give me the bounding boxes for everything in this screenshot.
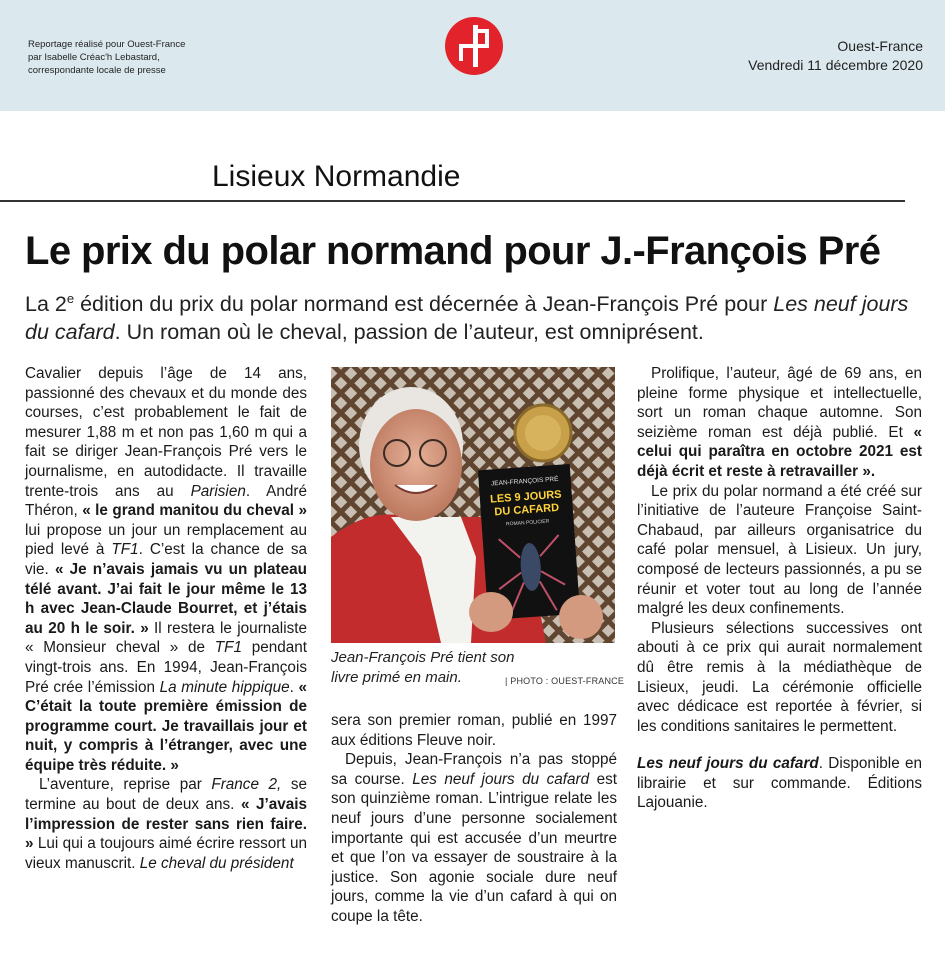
credit-line: par Isabelle Créac'h Lebastard, — [28, 52, 160, 63]
issue-date: Vendredi 11 décembre 2020 — [748, 57, 923, 73]
paragraph: Plusieurs sélections successives ont abouti à ce prix qui aurait normalement dû être remis à la médiathèque de Lisieux, jeudi. La cérémonie officielle avec dédicace est reportée à février, si les conditions sanitaires le permettent. — [637, 619, 922, 735]
newspaper-info — [748, 37, 923, 75]
column-1 — [25, 364, 307, 873]
paragraph: Depuis, Jean-François n’a pas stoppé sa course. Les neuf jours du cafard est son quinzième roman. L’intrigue relate les neuf jours d’une personne socialement importante qui est accusée d’un meurtre et que l’on va essayer de soustraire à la justice. Son agonie sociale dure neuf jours, comme la vie d’un cafard à qui on coupe la tête. — [331, 751, 617, 925]
ouest-france-logo-icon — [445, 17, 503, 75]
section-title: Lisieux Normandie — [212, 160, 461, 193]
paragraph: Prolifique, l’auteur, âgé de 69 ans, en pleine forme physique et intellectuelle, sort un roman chaque automne. Son seizième roman est déjà publié. Et « celui qui paraîtra en octobre 2021 est déjà écrit et reste à retravailler ». — [637, 365, 922, 480]
credit-line: correspondante locale de presse — [28, 65, 166, 76]
book-title: LES 9 JOURS — [489, 488, 562, 506]
book-info: Les neuf jours du cafard. Disponible en librairie et sur commande. Éditions Lajouanie. — [637, 755, 922, 812]
photo-caption: Jean-François Pré tient son livre primé en main. — [331, 649, 515, 686]
section-divider — [0, 200, 905, 202]
column-2 — [331, 711, 617, 927]
paragraph: Le prix du polar normand a été créé sur l’initiative de l’auteure Françoise Saint-Chabaud, par ailleurs organisatrice du café polar mensuel, à Lisieux. Un jury, composé de lecteurs passionnés, a pu se réunir et voter tout au long de l’année malgré les deux confinements. — [637, 482, 922, 618]
author-photo — [331, 367, 615, 643]
report-credit — [28, 38, 185, 77]
paragraph: Cavalier depuis l’âge de 14 ans, passionné des chevaux et du monde des courses, c’est probablement le fait de mesurer 1,88 m et non pas 1,60 m qui a fait se diriger Jean-François Pré vers le journalisme, en autodidacte. Il travaille trente-trois ans au Parisien. André Théron, « le grand manitou du cheval » lui propose un jour un remplacement au pied levé à TF1. C’est la chance de sa vie. « Je n’avais jamais vu un plateau télé avant. J’ai fait le jour même le 13 h avec Jean-Claude Bourret, et j’étais au 20 h le soir. » Il restera le journaliste « Monsieur cheval » de TF1 pendant vingt-trois ans. En 1994, Jean-François Pré crée l’émission La minute hippique. « C’était la toute première émission de programme court. Je travaillais jour et nuit, y compris à l’étranger, avec une équipe très réduite. » — [25, 365, 308, 774]
article-lead: La 2e édition du prix du polar normand est décernée à Jean-François Pré pour Les neuf jours du cafard. Un roman où le cheval, passion de l’auteur, est omniprésent. — [25, 291, 909, 345]
book-subtitle: ROMAN POLICIER — [505, 518, 550, 528]
credit-line: Reportage réalisé pour Ouest-France — [28, 39, 186, 50]
paragraph: L’aventure, reprise par France 2, se termine au bout de deux ans. « J’avais l’impression de rester sans rien faire. » Lui qui a toujours aimé écrire ressort un vieux manuscrit. Le cheval du président — [25, 776, 307, 872]
column-3 — [637, 364, 922, 813]
book-title: DU CAFARD — [494, 501, 560, 519]
paragraph: sera son premier roman, publié en 1997 aux éditions Fleuve noir. — [331, 712, 617, 749]
photo-credit: | PHOTO : OUEST-FRANCE — [505, 676, 625, 686]
book-author: JEAN-FRANÇOIS PRÉ — [490, 475, 559, 488]
newspaper-name: Ouest-France — [837, 38, 923, 54]
article-headline: Le prix du polar normand pour J.-François Pré — [25, 229, 881, 273]
